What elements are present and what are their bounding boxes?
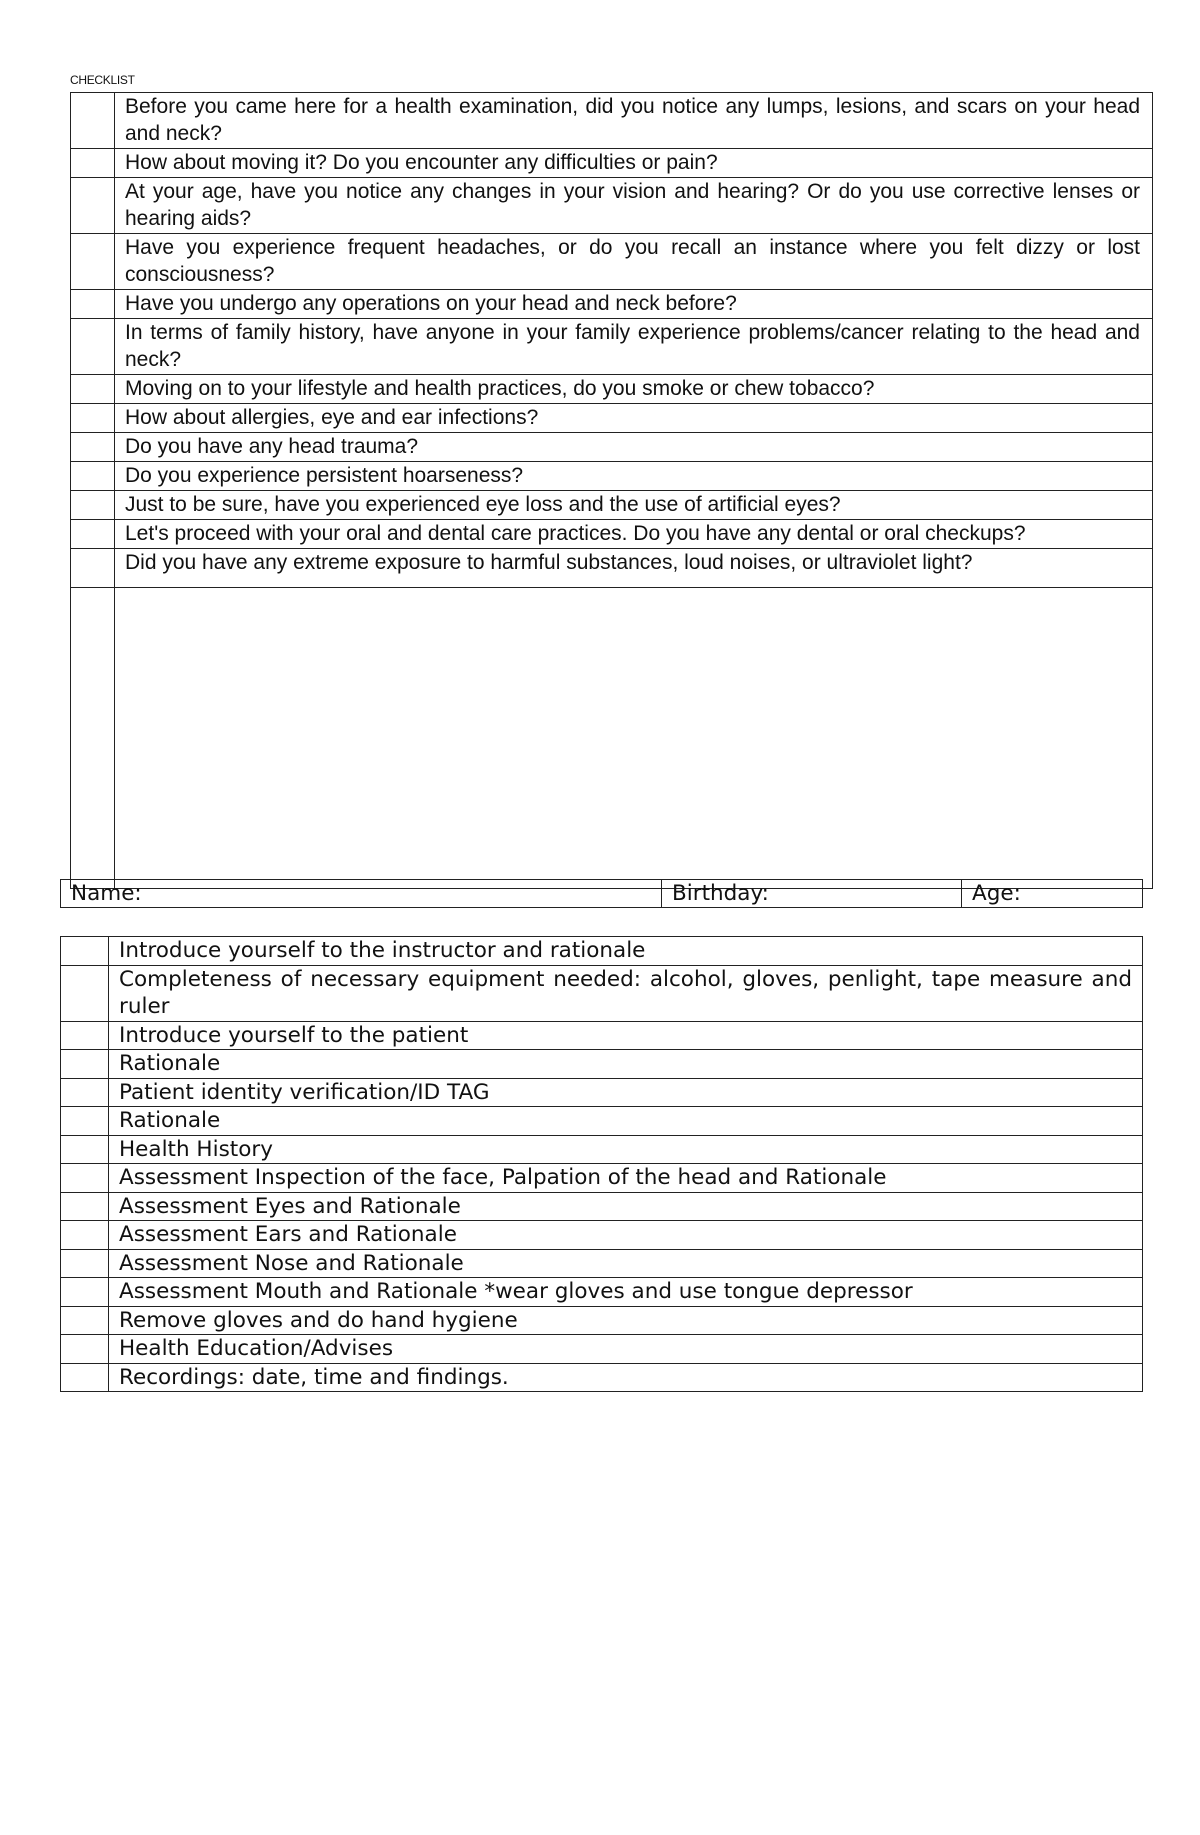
check-box-cell[interactable] xyxy=(71,404,115,433)
table-row xyxy=(61,1192,1143,1221)
table-row xyxy=(61,937,1143,966)
table-row xyxy=(61,1335,1143,1364)
table-row xyxy=(61,1306,1143,1335)
table-row xyxy=(71,93,1153,149)
table-row xyxy=(71,462,1153,491)
check-box-cell[interactable] xyxy=(61,965,109,1021)
check-box-cell[interactable] xyxy=(61,1221,109,1250)
question-text: Have you experience frequent headaches, or do you recall an instance where you felt dizzy or lost consciousness? xyxy=(115,234,1153,290)
table-row xyxy=(71,549,1153,588)
check-box-cell[interactable] xyxy=(71,178,115,234)
table-row xyxy=(61,1221,1143,1250)
table-row xyxy=(61,1249,1143,1278)
question-text: Have you undergo any operations on your head and neck before? xyxy=(115,290,1153,319)
step-text: Health Education/Advises xyxy=(109,1335,1143,1364)
table-row xyxy=(71,319,1153,375)
check-box-cell[interactable] xyxy=(71,93,115,149)
step-text: Assessment Inspection of the face, Palpation of the head and Rationale xyxy=(109,1164,1143,1193)
table-row xyxy=(61,1363,1143,1392)
question-text: At your age, have you notice any changes in your vision and hearing? Or do you use corrective lenses or hearing aids? xyxy=(115,178,1153,234)
table-row xyxy=(71,290,1153,319)
table-row xyxy=(61,1050,1143,1079)
question-text: Just to be sure, have you experienced eye loss and the use of artificial eyes? xyxy=(115,491,1153,520)
question-text: In terms of family history, have anyone in your family experience problems/cancer relating to the head and neck? xyxy=(115,319,1153,375)
procedure-steps-table xyxy=(60,936,1143,1392)
table-row xyxy=(71,491,1153,520)
check-box-cell[interactable] xyxy=(71,491,115,520)
check-box-cell[interactable] xyxy=(71,290,115,319)
age-label: Age: xyxy=(972,881,1021,906)
table-row xyxy=(71,520,1153,549)
table-row xyxy=(71,433,1153,462)
check-box-cell[interactable] xyxy=(61,1135,109,1164)
question-text: How about moving it? Do you encounter any difficulties or pain? xyxy=(115,149,1153,178)
table-row xyxy=(71,234,1153,290)
check-box-cell[interactable] xyxy=(61,1192,109,1221)
step-text: Rationale xyxy=(109,1050,1143,1079)
check-box-cell[interactable] xyxy=(71,234,115,290)
check-box-cell[interactable] xyxy=(71,549,115,588)
check-box-cell[interactable] xyxy=(71,588,115,889)
patient-info-table xyxy=(60,879,1143,908)
table-row xyxy=(71,404,1153,433)
check-box-cell[interactable] xyxy=(61,1363,109,1392)
check-box-cell[interactable] xyxy=(61,1078,109,1107)
step-text: Health History xyxy=(109,1135,1143,1164)
check-box-cell[interactable] xyxy=(61,937,109,966)
check-box-cell[interactable] xyxy=(61,1107,109,1136)
check-box-cell[interactable] xyxy=(61,1164,109,1193)
question-text: Before you came here for a health examination, did you notice any lumps, lesions, and scars on your head and neck? xyxy=(115,93,1153,149)
table-row xyxy=(61,1164,1143,1193)
step-text: Assessment Ears and Rationale xyxy=(109,1221,1143,1250)
check-box-cell[interactable] xyxy=(71,319,115,375)
table-row xyxy=(71,178,1153,234)
check-box-cell[interactable] xyxy=(71,433,115,462)
step-text: Rationale xyxy=(109,1107,1143,1136)
check-box-cell[interactable] xyxy=(61,1050,109,1079)
step-text: Completeness of necessary equipment needed: alcohol, gloves, penlight, tape measure and ruler xyxy=(109,965,1143,1021)
check-box-cell[interactable] xyxy=(61,1278,109,1307)
birthday-label: Birthday: xyxy=(672,881,769,906)
step-text: Recordings: date, time and findings. xyxy=(109,1363,1143,1392)
check-box-cell[interactable] xyxy=(71,375,115,404)
step-text: Introduce yourself to the instructor and rationale xyxy=(109,937,1143,966)
step-text: Introduce yourself to the patient xyxy=(109,1021,1143,1050)
step-text: Patient identity verification/ID TAG xyxy=(109,1078,1143,1107)
check-box-cell[interactable] xyxy=(61,1306,109,1335)
step-text: Assessment Nose and Rationale xyxy=(109,1249,1143,1278)
step-text: Assessment Eyes and Rationale xyxy=(109,1192,1143,1221)
table-row xyxy=(61,1021,1143,1050)
age-field[interactable] xyxy=(962,880,1143,908)
check-box-cell[interactable] xyxy=(71,520,115,549)
question-text: Let's proceed with your oral and dental care practices. Do you have any dental or oral checkups? xyxy=(115,520,1153,549)
table-row xyxy=(61,1135,1143,1164)
question-text: How about allergies, eye and ear infections? xyxy=(115,404,1153,433)
question-text: Moving on to your lifestyle and health practices, do you smoke or chew tobacco? xyxy=(115,375,1153,404)
table-row xyxy=(61,965,1143,1021)
checklist-heading: CHECKLIST xyxy=(70,73,135,87)
table-row xyxy=(71,149,1153,178)
blank-notes-row xyxy=(71,588,1153,889)
step-text: Assessment Mouth and Rationale *wear gloves and use tongue depressor xyxy=(109,1278,1143,1307)
check-box-cell[interactable] xyxy=(71,462,115,491)
check-box-cell[interactable] xyxy=(71,149,115,178)
table-row xyxy=(61,1078,1143,1107)
name-label: Name: xyxy=(71,881,142,906)
notes-area[interactable] xyxy=(115,588,1153,889)
question-text: Do you have any head trauma? xyxy=(115,433,1153,462)
table-row xyxy=(61,880,1143,908)
table-row xyxy=(61,1107,1143,1136)
question-text: Did you have any extreme exposure to harmful substances, loud noises, or ultraviolet light? xyxy=(115,549,1153,588)
check-box-cell[interactable] xyxy=(61,1021,109,1050)
check-box-cell[interactable] xyxy=(61,1335,109,1364)
check-box-cell[interactable] xyxy=(61,1249,109,1278)
interview-questions-table xyxy=(70,92,1153,889)
step-text: Remove gloves and do hand hygiene xyxy=(109,1306,1143,1335)
birthday-field[interactable] xyxy=(662,880,962,908)
table-row xyxy=(71,375,1153,404)
name-field[interactable] xyxy=(61,880,662,908)
table-row xyxy=(61,1278,1143,1307)
question-text: Do you experience persistent hoarseness? xyxy=(115,462,1153,491)
